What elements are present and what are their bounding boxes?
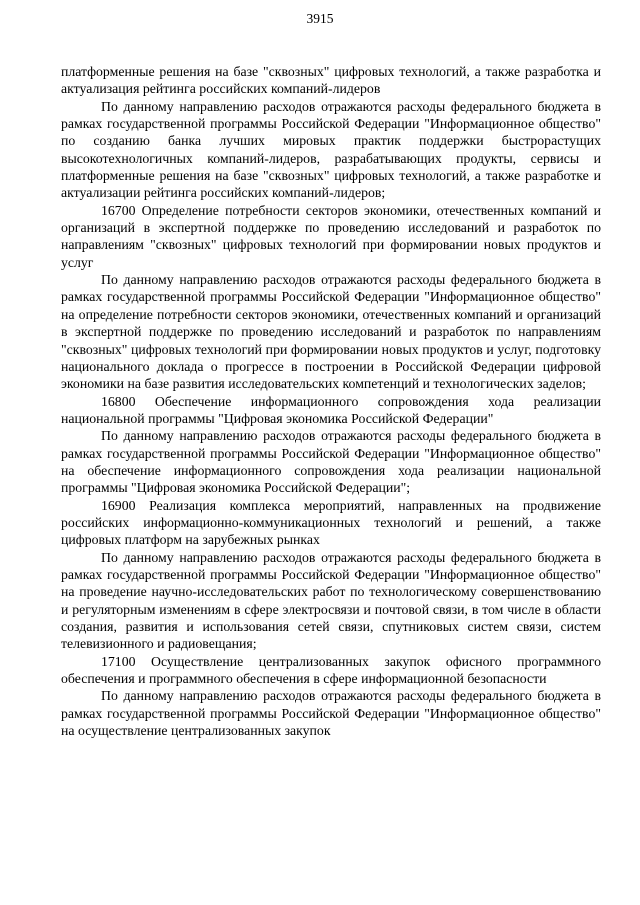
paragraph-expense-description: По данному направлению расходов отражаются расходы федерального бюджета в рамках государственной программы Российской Федерации "Информационное общество" на определение потребности секторов экономики, отечественных компаний и организаций в экспертной поддержке по проведению исследований и разработок по направлениям "сквозных" цифровых технологий при формировании новых продуктов и услуг, подготовку национального доклада о прогрессе в построении в Российской Федерации цифровой экономики на базе развития исследовательских компетенций и технологических заделов; xyxy=(61,272,601,392)
paragraph-expense-description: По данному направлению расходов отражаются расходы федерального бюджета в рамках государственной программы Российской Федерации "Информационное общество" на обеспечение информационного сопровождения хода реализации национальной программы "Цифровая экономика Российской Федерации"; xyxy=(61,428,601,496)
document-body xyxy=(61,63,601,739)
paragraph-expense-description: По данному направлению расходов отражаются расходы федерального бюджета в рамках государственной программы Российской Федерации "Информационное общество" по созданию банка лучших мировых практик поддержки быстрорастущих высокотехнологичных компаний-лидеров, разрабатывающих продукты, сервисы и платформенные решения на базе "сквозных" цифровых технологий, а также разработке и актуализации рейтинга российских компаний-лидеров; xyxy=(61,98,601,201)
paragraph-expense-description: По данному направлению расходов отражаются расходы федерального бюджета в рамках государственной программы Российской Федерации "Информационное общество" на проведение научно-исследовательских работ по технологическому совершенствованию и регуляторным изменениям в сфере электросвязи и почтовой связи, в том числе в области создания, развития и использования сетей связи, спутниковых систем связи, систем телевизионного и радиовещания; xyxy=(61,549,601,652)
paragraph-expense-code-16700: 16700 Определение потребности секторов экономики, отечественных компаний и организаций в экспертной поддержке по проведению исследований и разработок по направлениям "сквозных" цифровых технологий при формировании новых продуктов и услуг xyxy=(61,202,601,270)
paragraph-expense-code-16800: 16800 Обеспечение информационного сопровождения хода реализации национальной программы "Цифровая экономика Российской Федерации" xyxy=(61,393,601,426)
paragraph-expense-code-17100: 17100 Осуществление централизованных закупок офисного программного обеспечения и программного обеспечения в сфере информационной безопасности xyxy=(61,653,601,687)
page-number: 3915 xyxy=(306,11,334,26)
paragraph-expense-description: По данному направлению расходов отражаются расходы федерального бюджета в рамках государственной программы Российской Федерации "Информационное общество" на осуществление централизованных закупок xyxy=(61,688,601,739)
paragraph-expense-code-16900: 16900 Реализация комплекса мероприятий, направленных на продвижение российских информационно-коммуникационных технологий и решений, а также цифровых платформ на зарубежных рынках xyxy=(61,497,601,548)
paragraph-continuation: платформенные решения на базе "сквозных" цифровых технологий, а также разработка и актуализация рейтинга российских компаний-лидеров xyxy=(61,64,601,97)
